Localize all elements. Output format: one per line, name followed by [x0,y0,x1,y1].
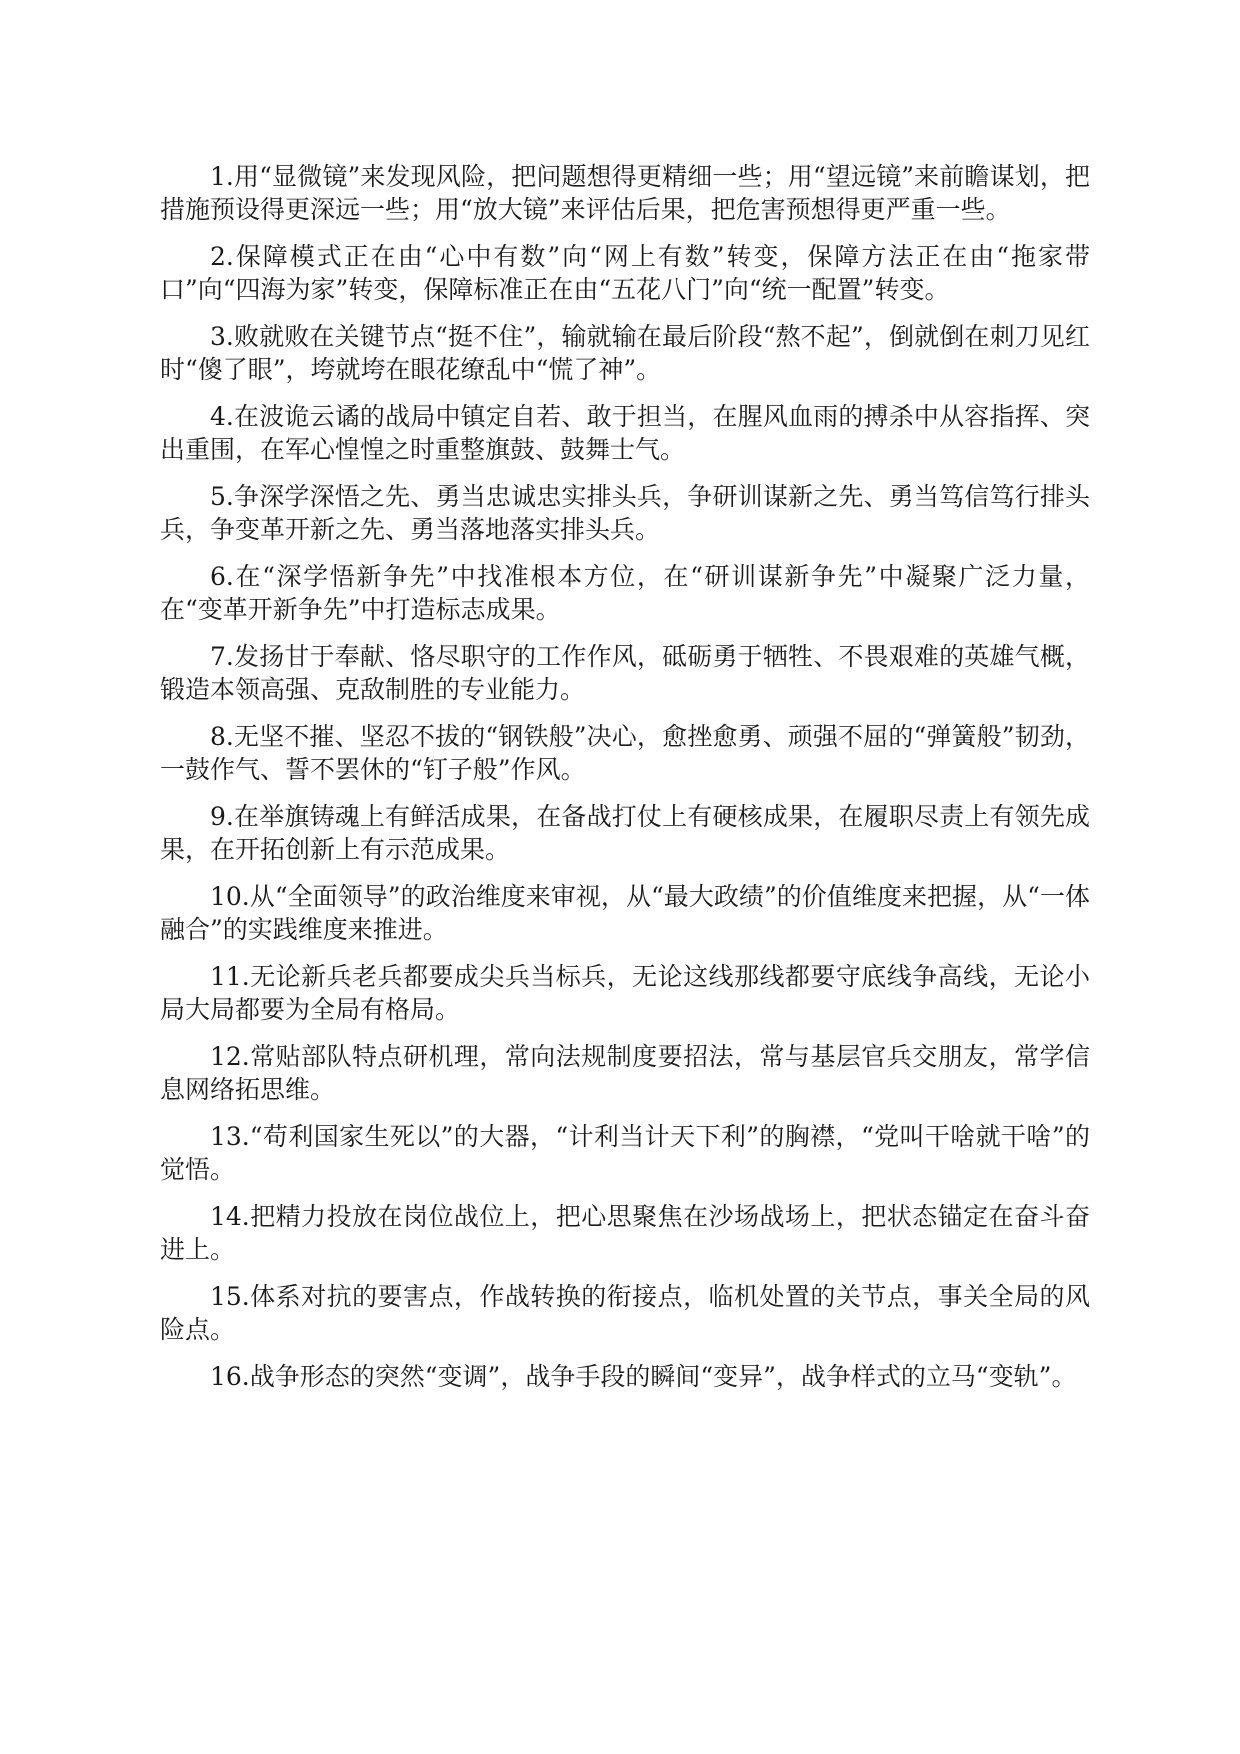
numbered-paragraph-6: 6.在“深学悟新争先”中找准根本方位，在“研训谋新争先”中凝聚广泛力量，在“变革开新争先”中打造标志成果。 [160,562,1090,624]
numbered-paragraph-12: 12.常贴部队特点研机理，常向法规制度要招法，常与基层官兵交朋友，常学信息网络拓思维。 [160,1042,1090,1104]
numbered-paragraph-2: 2.保障模式正在由“心中有数”向“网上有数”转变，保障方法正在由“拖家带口”向“四海为家”转变，保障标准正在由“五花八门”向“统一配置”转变。 [160,242,1090,304]
numbered-paragraph-8: 8.无坚不摧、坚忍不拔的“钢铁般”决心，愈挫愈勇、顽强不屈的“弹簧般”韧劲，一鼓作气、誓不罢休的“钉子般”作风。 [160,722,1090,784]
numbered-paragraph-7: 7.发扬甘于奉献、恪尽职守的工作作风，砥砺勇于牺牲、不畏艰难的英雄气概，锻造本领高强、克敌制胜的专业能力。 [160,642,1090,704]
document-body [160,160,1090,1407]
numbered-paragraph-15: 15.体系对抗的要害点，作战转换的衔接点，临机处置的关节点，事关全局的风险点。 [160,1282,1090,1344]
numbered-paragraph-10: 10.从“全面领导”的政治维度来审视，从“最大政绩”的价值维度来把握，从“一体融合”的实践维度来推进。 [160,882,1090,944]
numbered-paragraph-16: 16.战争形态的突然“变调”，战争手段的瞬间“变异”，战争样式的立马“变轨”。 [210,1362,1077,1391]
numbered-paragraph-3: 3.败就败在关键节点“挺不住”，输就输在最后阶段“熬不起”，倒就倒在刺刀见红时“傻了眼”，垮就垮在眼花缭乱中“慌了神”。 [160,322,1090,384]
numbered-paragraph-5: 5.争深学深悟之先、勇当忠诚忠实排头兵，争研训谋新之先、勇当笃信笃行排头兵，争变革开新之先、勇当落地落实排头兵。 [160,482,1090,544]
numbered-paragraph-4: 4.在波诡云谲的战局中镇定自若、敢于担当，在腥风血雨的搏杀中从容指挥、突出重围，在军心惶惶之时重整旗鼓、鼓舞士气。 [160,402,1090,464]
numbered-paragraph-11: 11.无论新兵老兵都要成尖兵当标兵，无论这线那线都要守底线争高线，无论小局大局都要为全局有格局。 [160,962,1090,1024]
numbered-paragraph-9: 9.在举旗铸魂上有鲜活成果，在备战打仗上有硬核成果，在履职尽责上有领先成果，在开拓创新上有示范成果。 [160,802,1090,864]
numbered-paragraph-1: 1.用“显微镜”来发现风险，把问题想得更精细一些；用“望远镜”来前瞻谋划，把措施预设得更深远一些；用“放大镜”来评估后果，把危害预想得更严重一些。 [160,162,1090,224]
numbered-paragraph-14: 14.把精力投放在岗位战位上，把心思聚焦在沙场战场上，把状态锚定在奋斗奋进上。 [160,1202,1090,1264]
numbered-paragraph-13: 13.“苟利国家生死以”的大器，“计利当计天下利”的胸襟，“党叫干啥就干啥”的觉悟。 [160,1122,1090,1184]
